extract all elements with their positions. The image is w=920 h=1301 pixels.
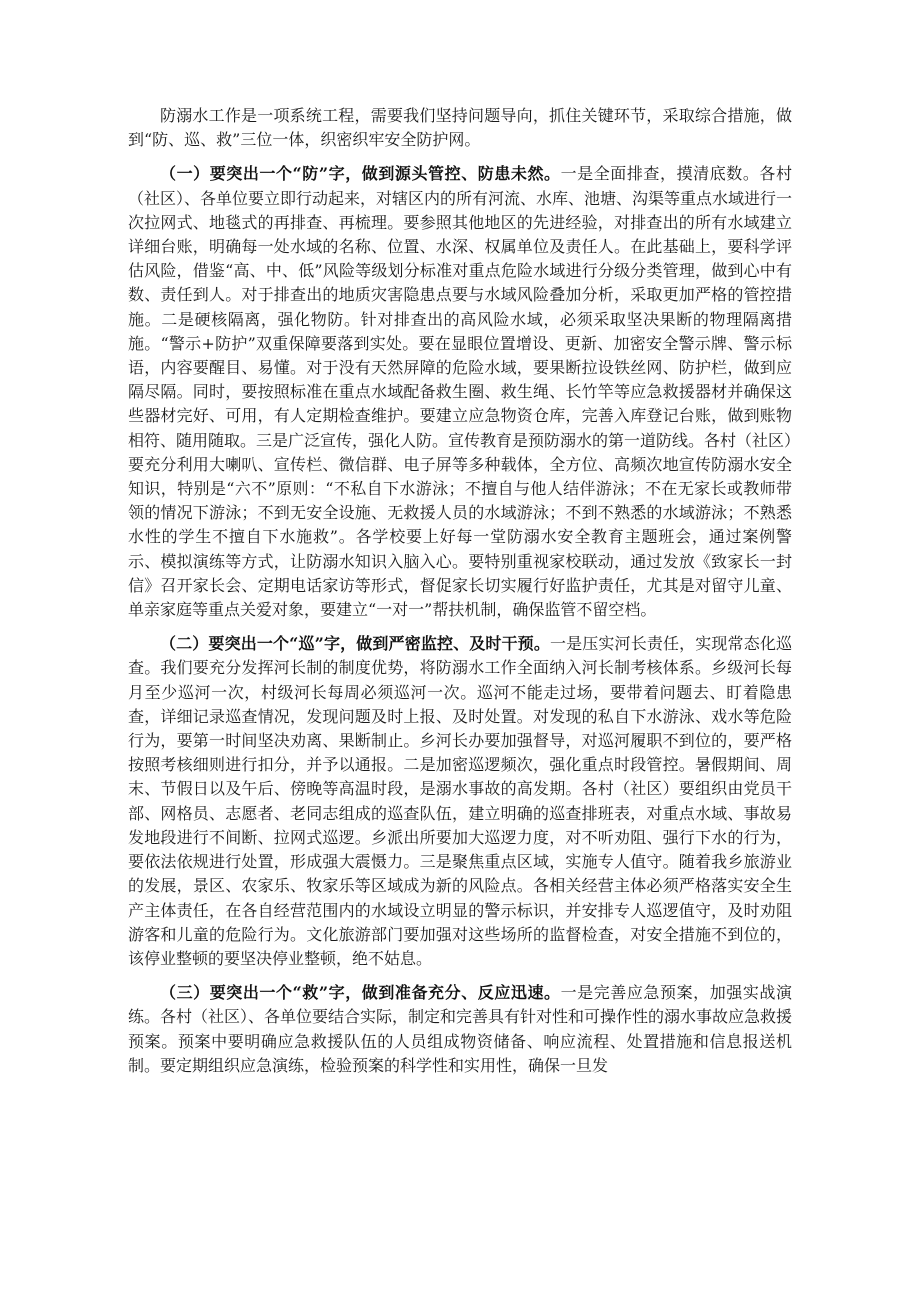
section-2-heading: （二）要突出一个“巡”字，做到严密监控、及时干预。: [160, 634, 550, 654]
section-1-paragraph: [128, 162, 792, 622]
section-1-heading: （一）要突出一个“防”字，做到源头管控、防患未然。: [160, 164, 561, 184]
section-3-heading: （三）要突出一个“救”字，做到准备充分、反应迅速。: [160, 983, 561, 1003]
section-2-paragraph: [128, 632, 792, 971]
intro-paragraph: 防溺水工作是一项系统工程，需要我们坚持问题导向，抓住关键环节，采取综合措施，做到“防、巡、救”三位一体，织密织牢安全防护网。: [128, 106, 792, 150]
section-3-body: 一是完善应急预案，加强实战演练。各村（社区）、各单位要结合实际，制定和完善具有针对性和可操作性的溺水事故应急救援预案。预案中要明确应急救援队伍的人员组成物资储备、响应流程、处置措施和信息报送机制。要定期组织应急演练，检验预案的科学性和实用性，确保一旦发: [128, 983, 793, 1075]
document-page: [128, 104, 792, 1088]
section-1-body: 一是全面排查，摸清底数。各村（社区）、各单位要立即行动起来，对辖区内的所有河流、水库、池塘、沟渠等重点水域进行一次拉网式、地毯式的再排查、再梳理。要参照其他地区的先进经验，对排查出的所有水域建立详细台账，明确每一处水域的名称、位置、水深、权属单位及责任人。在此基础上，要科学评估风险，借鉴“高、中、低”风险等级划分标准对重点危险水域进行分级分类管理，做到心中有数、责任到人。对于排查出的地质灾害隐患点要与水域风险叠加分析，采取更加严格的管控措施。二是硬核隔离，强化物防。针对排查出的高风险水域，必须采取坚决果断的物理隔离措施。“警示+防护”双重保障要落到实处。要在显眼位置增设、更新、加密安全警示牌、警示标语，内容要醒目、易懂。对于没有天然屏障的危险水域，要果断拉设铁丝网、防护栏，做到应隔尽隔。同时，要按照标准在重点水域配备救生圈、救生绳、长竹竿等应急救援器材并确保这些器材完好、可用，有人定期检查维护。要建立应急物资仓库，完善入库登记台账，做到账物相符、随用随取。三是广泛宣传，强化人防。宣传教育是预防溺水的第一道防线。各村（社区）要充分利用大喇叭、宣传栏、微信群、电子屏等多种载体，全方位、高频次地宣传防溺水安全知识，特别是“六不”原则：“不私自下水游泳；不擅自与他人结伴游泳；不在无家长或教师带领的情况下游泳；不到无安全设施、无救援人员的水域游泳；不到不熟悉的水域游泳；不熟悉水性的学生不擅自下水施救”。各学校要上好每一堂防溺水安全教育主题班会，通过案例警示、模拟演练等方式，让防溺水知识入脑入心。要特别重视家校联动，通过发放《致家长一封信》召开家长会、定期电话家访等形式，督促家长切实履行好监护责任，尤其是对留守儿童、单亲家庭等重点关爱对象，要建立“一对一”帮扶机制，确保监管不留空档。: [128, 164, 793, 620]
section-3-paragraph: [128, 981, 792, 1078]
section-2-body: 一是压实河长责任，实现常态化巡查。我们要充分发挥河长制的制度优势，将防溺水工作全面纳入河长制考核体系。乡级河长每月至少巡河一次，村级河长每周必须巡河一次。巡河不能走过场，要带着问题去、盯着隐患查，详细记录巡查情况，发现问题及时上报、及时处置。对发现的私自下水游泳、戏水等危险行为，要第一时间坚决劝离、果断制止。乡河长办要加强督导，对巡河履职不到位的，要严格按照考核细则进行扣分，并予以通报。二是加密巡逻频次，强化重点时段管控。暑假期间、周末、节假日以及午后、傍晚等高温时段，是溺水事故的高发期。各村（社区）要组织由党员干部、网格员、志愿者、老同志组成的巡查队伍，建立明确的巡查排班表，对重点水域、事故易发地段进行不间断、拉网式巡逻。乡派出所要加大巡逻力度，对不听劝阻、强行下水的行为，要依法依规进行处置，形成强大震慑力。三是聚焦重点区域，实施专人值守。随着我乡旅游业的发展，景区、农家乐、牧家乐等区域成为新的风险点。各相关经营主体必须严格落实安全生产主体责任，在各自经营范围内的水域设立明显的警示标识，并安排专人巡逻值守，及时劝阻游客和儿童的危险行为。文化旅游部门要加强对这些场所的监督检查，对安全措施不到位的，该停业整顿的要坚决停业整顿，绝不姑息。: [128, 634, 792, 968]
